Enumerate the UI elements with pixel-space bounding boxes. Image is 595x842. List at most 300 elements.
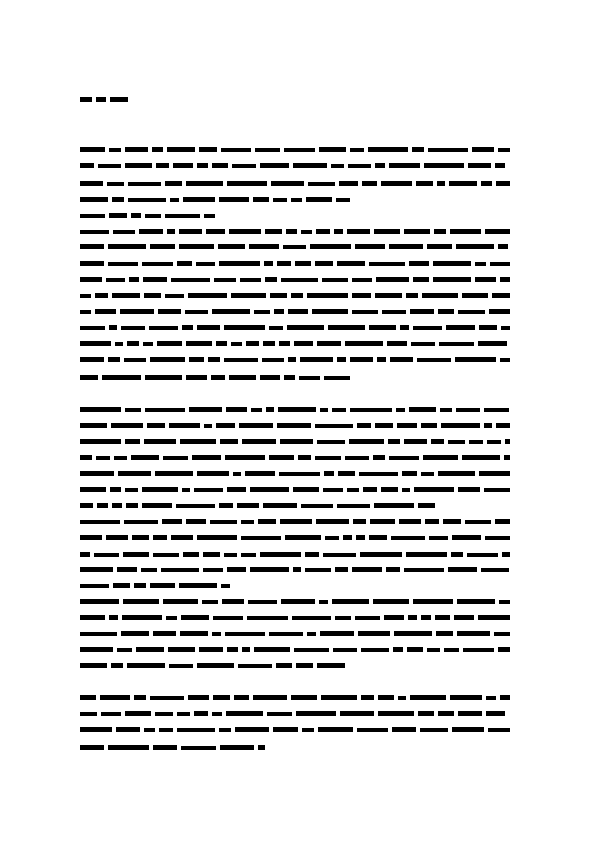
text-placeholder [269, 632, 303, 636]
text-placeholder [241, 536, 281, 540]
text-placeholder [440, 408, 452, 412]
text-placeholder [384, 615, 404, 620]
text-placeholder [263, 503, 297, 508]
text-placeholder [80, 615, 105, 620]
text-placeholder [80, 584, 109, 588]
text-placeholder [199, 147, 217, 152]
text-placeholder [359, 472, 398, 476]
text-placeholder [300, 357, 333, 362]
paragraph-1-line-5 [80, 212, 215, 219]
text-placeholder [180, 631, 208, 636]
text-placeholder [315, 424, 353, 428]
text-placeholder [125, 408, 141, 412]
text-placeholder [406, 552, 447, 557]
text-placeholder [352, 278, 372, 282]
text-placeholder [475, 277, 496, 282]
text-placeholder [382, 310, 406, 314]
text-placeholder [183, 197, 215, 202]
paragraph-1-line-4 [80, 196, 350, 203]
text-placeholder [452, 727, 484, 732]
text-placeholder [95, 293, 108, 298]
text-placeholder [291, 695, 317, 700]
text-placeholder [462, 455, 500, 460]
text-placeholder [305, 568, 331, 572]
text-placeholder [378, 695, 394, 700]
text-placeholder [397, 423, 417, 428]
text-placeholder [387, 341, 407, 346]
text-placeholder [294, 648, 329, 652]
text-placeholder [254, 310, 270, 314]
text-placeholder [340, 711, 374, 716]
text-placeholder [389, 456, 419, 460]
paragraph-3-line-5 [80, 470, 510, 477]
text-placeholder [127, 663, 165, 668]
text-placeholder [145, 375, 182, 380]
text-placeholder [136, 647, 164, 652]
text-placeholder [408, 615, 417, 620]
text-placeholder [499, 600, 510, 604]
text-placeholder [196, 262, 215, 266]
text-placeholder [189, 407, 222, 412]
text-placeholder [456, 244, 494, 249]
text-placeholder [220, 745, 254, 750]
text-placeholder [277, 423, 311, 428]
text-placeholder [254, 647, 290, 652]
text-placeholder [167, 229, 175, 234]
paragraph-2-line-8 [80, 340, 510, 347]
text-placeholder [279, 341, 290, 346]
text-placeholder [234, 695, 249, 700]
text-placeholder [457, 631, 490, 636]
text-placeholder [446, 325, 475, 330]
paragraph-1-line-2 [80, 162, 505, 169]
text-placeholder [414, 487, 454, 492]
text-placeholder [321, 695, 357, 700]
text-placeholder [478, 341, 507, 346]
text-placeholder [121, 326, 145, 330]
text-placeholder [192, 455, 221, 460]
text-placeholder [80, 244, 104, 249]
text-placeholder [80, 423, 107, 428]
text-placeholder [163, 456, 188, 460]
text-placeholder [427, 244, 452, 249]
text-placeholder [278, 407, 316, 412]
text-placeholder [358, 631, 390, 636]
text-placeholder [144, 439, 176, 444]
text-placeholder [378, 711, 414, 716]
text-placeholder [231, 293, 266, 298]
text-placeholder [484, 488, 510, 492]
text-placeholder [337, 504, 370, 508]
text-placeholder [237, 503, 259, 508]
text-placeholder [80, 310, 91, 314]
text-placeholder [307, 293, 348, 298]
text-placeholder [125, 488, 138, 492]
text-placeholder [402, 488, 410, 492]
text-placeholder [80, 326, 105, 330]
text-placeholder [125, 147, 148, 152]
text-placeholder [441, 423, 480, 428]
paragraph-6-line-3 [80, 726, 510, 733]
text-placeholder [280, 519, 312, 524]
text-placeholder [281, 278, 318, 282]
text-placeholder [488, 728, 510, 732]
text-placeholder [504, 455, 510, 460]
text-placeholder [182, 325, 193, 330]
text-placeholder [197, 663, 234, 668]
paragraph-2-line-6 [80, 308, 510, 315]
text-placeholder [221, 584, 230, 588]
text-placeholder [316, 229, 330, 234]
text-placeholder [409, 261, 429, 266]
text-placeholder [478, 615, 510, 620]
text-placeholder [106, 278, 125, 282]
text-placeholder [388, 439, 400, 444]
text-placeholder [352, 567, 382, 572]
text-placeholder [124, 520, 158, 524]
text-placeholder [318, 727, 353, 732]
text-placeholder [186, 375, 207, 380]
text-placeholder [80, 97, 92, 102]
text-placeholder [444, 648, 459, 652]
text-placeholder [293, 567, 301, 572]
text-placeholder [177, 728, 215, 732]
text-placeholder [188, 695, 209, 700]
text-placeholder [80, 214, 105, 218]
text-placeholder [406, 293, 418, 298]
text-placeholder [437, 181, 445, 186]
text-placeholder [150, 357, 185, 362]
text-placeholder [389, 244, 423, 249]
text-placeholder [258, 519, 276, 524]
text-placeholder [484, 423, 492, 428]
text-placeholder [331, 164, 344, 168]
text-placeholder [307, 632, 316, 636]
text-placeholder [109, 213, 127, 218]
text-placeholder [96, 456, 110, 460]
text-placeholder [274, 309, 284, 314]
text-placeholder [391, 536, 425, 540]
text-placeholder [181, 615, 209, 620]
text-placeholder [449, 181, 477, 186]
text-placeholder [124, 358, 146, 362]
text-placeholder [296, 663, 313, 668]
text-placeholder [306, 197, 332, 202]
text-placeholder [260, 552, 301, 557]
text-placeholder [80, 294, 91, 298]
text-placeholder [421, 472, 434, 476]
text-placeholder [485, 536, 510, 540]
text-placeholder [110, 487, 121, 492]
paragraph-2-line-1 [80, 228, 510, 235]
text-placeholder [481, 568, 509, 572]
text-placeholder [375, 293, 402, 298]
text-placeholder [123, 599, 159, 604]
text-placeholder [505, 439, 510, 444]
text-placeholder [98, 164, 121, 168]
text-placeholder [455, 357, 496, 362]
text-placeholder [121, 631, 149, 636]
text-placeholder [206, 229, 225, 234]
text-placeholder [421, 615, 431, 620]
text-placeholder [450, 695, 482, 700]
text-placeholder [219, 261, 260, 266]
document-heading [80, 96, 132, 103]
text-placeholder [161, 568, 199, 572]
text-placeholder [436, 631, 453, 636]
text-placeholder [212, 712, 222, 716]
text-placeholder [310, 244, 351, 249]
text-placeholder [420, 728, 448, 732]
text-placeholder [377, 357, 386, 362]
text-placeholder [324, 471, 334, 476]
text-placeholder [286, 229, 297, 234]
paragraph-4-line-2 [80, 534, 510, 541]
text-placeholder [197, 535, 237, 540]
text-placeholder [345, 341, 383, 346]
text-placeholder [396, 408, 405, 412]
text-placeholder [427, 648, 440, 652]
text-placeholder [438, 471, 475, 476]
text-placeholder [438, 309, 454, 314]
text-placeholder [142, 503, 172, 508]
text-placeholder [185, 310, 208, 314]
text-placeholder [500, 277, 510, 282]
text-placeholder [465, 520, 491, 524]
text-placeholder [320, 631, 354, 636]
text-placeholder [498, 244, 508, 249]
text-placeholder [319, 147, 346, 152]
text-placeholder [229, 375, 256, 380]
paragraph-3-line-3 [80, 438, 510, 445]
text-placeholder [357, 423, 371, 428]
text-placeholder [80, 745, 104, 750]
text-placeholder [157, 341, 182, 346]
text-placeholder [211, 375, 225, 380]
text-placeholder [502, 552, 510, 557]
text-placeholder [390, 357, 413, 362]
text-placeholder [501, 326, 510, 330]
text-placeholder [454, 615, 474, 620]
text-placeholder [357, 728, 388, 732]
text-placeholder [428, 148, 468, 152]
text-placeholder [479, 325, 497, 330]
text-placeholder [398, 696, 406, 700]
text-placeholder [226, 407, 247, 412]
text-placeholder [80, 163, 94, 168]
text-placeholder [176, 504, 215, 508]
text-placeholder [376, 277, 409, 282]
text-placeholder [267, 712, 292, 716]
paragraph-4-line-5 [80, 582, 230, 589]
text-placeholder [457, 599, 495, 604]
paragraph-1-line-3 [80, 180, 510, 187]
text-placeholder [361, 648, 389, 652]
text-placeholder [264, 261, 273, 266]
text-placeholder [392, 727, 416, 732]
text-placeholder [281, 599, 315, 604]
text-placeholder [221, 148, 251, 152]
text-placeholder [258, 745, 265, 750]
text-placeholder [337, 261, 365, 266]
text-placeholder [149, 326, 178, 330]
text-placeholder [363, 487, 377, 492]
text-placeholder [320, 408, 328, 412]
text-placeholder [179, 244, 214, 249]
text-placeholder [356, 535, 365, 540]
text-placeholder [333, 648, 357, 652]
paragraph-3-line-7 [80, 502, 435, 509]
text-placeholder [170, 198, 179, 202]
text-placeholder [347, 488, 359, 492]
text-placeholder [80, 277, 102, 282]
text-placeholder [80, 261, 104, 266]
text-placeholder [225, 632, 265, 636]
text-placeholder [352, 310, 378, 314]
text-placeholder [179, 583, 217, 588]
text-placeholder [433, 277, 471, 282]
paragraph-4-line-3 [80, 551, 510, 558]
text-placeholder [452, 535, 481, 540]
text-placeholder [404, 568, 444, 572]
text-placeholder [134, 583, 146, 588]
text-placeholder [407, 647, 423, 652]
text-placeholder [263, 341, 275, 346]
text-placeholder [141, 568, 157, 572]
text-placeholder [323, 488, 343, 492]
text-placeholder [350, 148, 364, 152]
text-placeholder [299, 376, 320, 380]
text-placeholder [239, 423, 273, 428]
text-placeholder [429, 536, 448, 540]
paragraph-1-line-1 [80, 146, 510, 153]
text-placeholder [498, 148, 510, 152]
text-placeholder [492, 293, 510, 298]
text-placeholder [269, 455, 294, 460]
text-placeholder [128, 198, 166, 202]
text-placeholder [431, 439, 444, 444]
text-placeholder [232, 164, 256, 168]
text-placeholder [182, 488, 190, 492]
text-placeholder [208, 357, 220, 362]
text-placeholder [292, 616, 331, 620]
text-placeholder [129, 277, 139, 282]
text-placeholder [328, 325, 365, 330]
text-placeholder [295, 261, 311, 266]
text-placeholder [494, 632, 510, 636]
text-placeholder [106, 535, 128, 540]
text-placeholder [416, 181, 433, 186]
text-placeholder [155, 712, 173, 716]
text-placeholder [177, 712, 190, 716]
text-placeholder [296, 711, 336, 716]
text-placeholder [80, 503, 93, 508]
text-placeholder [80, 663, 107, 668]
text-placeholder [156, 163, 169, 168]
text-placeholder [203, 552, 220, 557]
text-placeholder [108, 357, 120, 362]
text-placeholder [216, 423, 235, 428]
text-placeholder [80, 712, 97, 716]
text-placeholder [411, 342, 435, 346]
text-placeholder [496, 181, 510, 186]
text-placeholder [94, 553, 119, 557]
paragraph-2-line-5 [80, 292, 510, 299]
text-placeholder [108, 244, 146, 249]
text-placeholder [165, 181, 182, 186]
text-placeholder [375, 423, 393, 428]
text-placeholder [241, 553, 256, 557]
text-placeholder [80, 197, 108, 202]
text-placeholder [111, 423, 143, 428]
text-placeholder [247, 616, 288, 620]
paragraph-2-line-7 [80, 324, 510, 331]
text-placeholder [246, 341, 259, 346]
text-placeholder [484, 408, 509, 412]
text-placeholder [253, 695, 287, 700]
text-placeholder [145, 408, 185, 412]
text-placeholder [393, 647, 403, 652]
text-placeholder [489, 309, 510, 314]
paragraph-5-line-5 [80, 662, 345, 669]
text-placeholder [323, 553, 356, 557]
text-placeholder [301, 230, 312, 234]
text-placeholder [186, 181, 223, 186]
text-placeholder [334, 229, 343, 234]
text-placeholder [197, 471, 229, 476]
paragraph-6-line-2 [80, 710, 510, 717]
text-placeholder [80, 471, 114, 476]
text-placeholder [456, 408, 480, 412]
text-placeholder [315, 261, 333, 266]
text-placeholder [500, 358, 510, 362]
paragraph-6-line-1 [80, 694, 510, 701]
text-placeholder [298, 455, 311, 460]
text-placeholder [145, 214, 161, 218]
text-placeholder [169, 664, 193, 668]
text-placeholder [322, 278, 348, 282]
text-placeholder [251, 408, 262, 412]
text-placeholder [235, 727, 269, 732]
text-placeholder [142, 262, 173, 266]
text-placeholder [373, 599, 409, 604]
text-placeholder [226, 711, 263, 716]
text-placeholder [125, 163, 152, 168]
text-placeholder [147, 423, 165, 428]
paragraph-4-line-4 [80, 566, 510, 573]
text-placeholder [266, 407, 274, 412]
text-placeholder [293, 163, 327, 168]
text-placeholder [202, 600, 218, 604]
text-placeholder [180, 439, 216, 444]
text-placeholder [352, 293, 371, 298]
text-placeholder [203, 568, 223, 572]
text-placeholder [114, 456, 127, 460]
text-placeholder [433, 261, 471, 266]
text-placeholder [434, 229, 446, 234]
text-placeholder [158, 309, 181, 314]
text-placeholder [487, 440, 501, 444]
text-placeholder [238, 664, 272, 668]
text-placeholder [126, 503, 138, 508]
text-placeholder [335, 616, 351, 620]
text-placeholder [80, 341, 111, 346]
text-placeholder [224, 553, 237, 557]
text-placeholder [343, 535, 352, 540]
text-placeholder [80, 599, 119, 604]
text-placeholder [165, 294, 184, 298]
text-placeholder [168, 647, 195, 652]
